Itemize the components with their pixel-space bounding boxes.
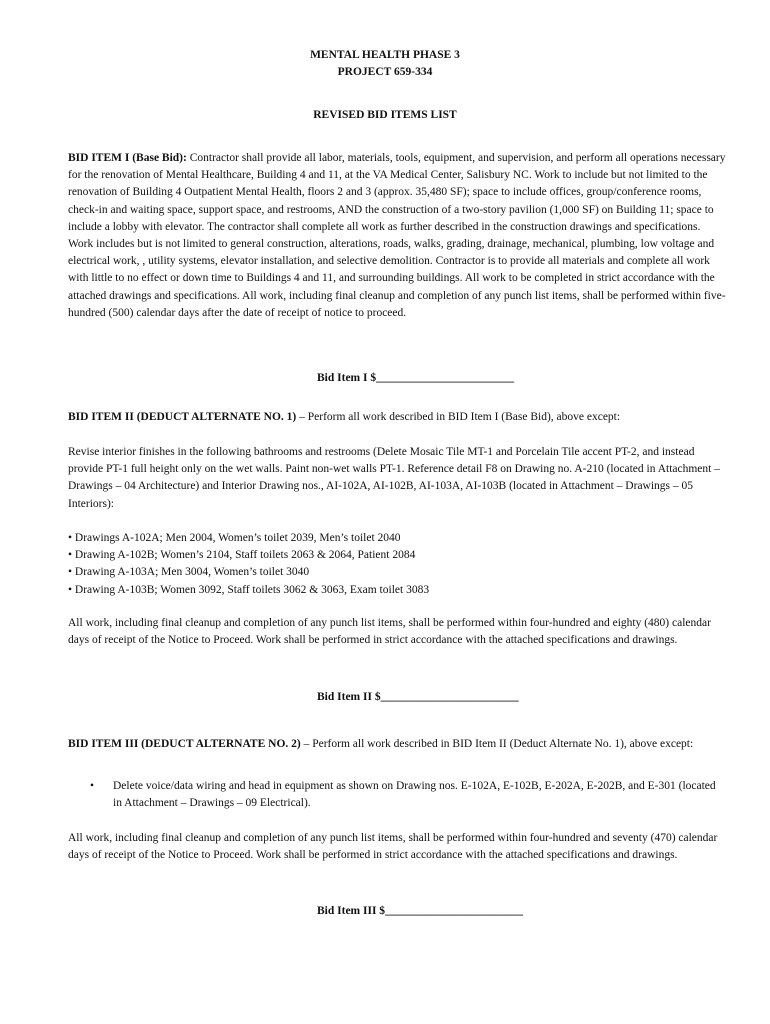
- bid-item-2-amount-line: Bid Item II $________________________: [317, 691, 519, 703]
- bid-item-1-amount-line: Bid Item I $________________________: [317, 372, 515, 384]
- list-item: • Drawing A-103A; Men 3004, Women’s toilet 3040: [68, 566, 310, 579]
- bid-item-3-amount-line: Bid Item III $________________________: [317, 905, 524, 917]
- document-subtitle: REVISED BID ITEMS LIST: [313, 109, 457, 121]
- bid-item-2-heading: [68, 409, 728, 426]
- bid-item-3-closing: All work, including final cleanup and completion of any punch list items, shall be performed within four-hundred and seventy (470) calendar days of receipt of the Notice to Proceed. Work shall be performed in strict accordance with the attached specifications and drawings.: [68, 832, 718, 862]
- document-title: MENTAL HEALTH PHASE 3: [310, 49, 460, 61]
- bid-item-3-label: BID ITEM III (DEDUCT ALTERNATE NO. 2): [68, 738, 301, 750]
- bid-item-3-bullet-text: Delete voice/data wiring and head in equipment as shown on Drawing nos. E-102A, E-102B, E-202A, E-202B, and E-301 (located in Attachment – Drawings – 09 Electrical).: [113, 780, 716, 810]
- bullet-dot: •: [90, 780, 95, 792]
- bid-item-3-intro: – Perform all work described in BID Item II (Deduct Alternate No. 1), above except:: [300, 738, 694, 750]
- bid-item-1-body: Contractor shall provide all labor, materials, tools, equipment, and supervision, and perform all operations necessary for the renovation of Mental Healthcare, Building 4 and 11, at the VA Medical Center, Salisbury NC. Work to include but not limited to the renovation of Building 4 Outpatient Mental Health, floors 2 and 3 (approx. 35,480 SF); space to include offices, group/conference rooms, check-in and waiting space, support space, and restrooms, AND the construction of a two-story pavilion (1,000 SF) on Building 11; space to include a lobby with elevator. The contractor shall complete all work as further described in the construction drawings and specifications. Work includes but is not limited to general construction, alterations, roads, walks, grading, drainage, mechanical, plumbing, low voltage and electrical work, , utility systems, elevator installation, and selective demolition. Contractor is to provide all materials and complete all work with little to no effect or down time to Buildings 4 and 11, and surrounding buildings. All work to be completed in strict accordance with the attached drawings and specifications. All work, including final cleanup and completion of any punch list items, shall be performed within five-hundred (500) calendar days after the date of receipt of notice to proceed.: [68, 152, 726, 319]
- project-number: PROJECT 659-334: [337, 66, 433, 78]
- bid-item-1-description: [68, 150, 728, 322]
- list-item: • Drawing A-103B; Women 3092, Staff toilets 3062 & 3063, Exam toilet 3083: [68, 583, 430, 596]
- bid-item-3-heading: [68, 736, 728, 753]
- bid-item-2-intro: – Perform all work described in BID Item I (Base Bid), above except:: [296, 411, 621, 423]
- bid-item-2-revise-text: Revise interior finishes in the following bathrooms and restrooms (Delete Mosaic Tile MT-1 and Porcelain Tile accent PT-2, and instead provide PT-1 full height only on the wet walls. Paint non-wet walls PT-1. Reference detail F8 on Drawing no. A-210 (located in Attachment – Drawings – 04 Architecture) and Interior Drawing nos., AI-102A, AI-102B, AI-103A, AI-103B (located in Attachment – Drawings – 05 Interiors):: [68, 446, 720, 510]
- bid-item-3-bullet: [90, 778, 720, 812]
- bid-item-1-label: BID ITEM I (Base Bid):: [68, 152, 187, 164]
- bid-item-2-drawing-list: [68, 530, 728, 599]
- list-item: • Drawings A-102A; Men 2004, Women’s toilet 2039, Men’s toilet 2040: [68, 532, 401, 544]
- bid-item-2-closing: All work, including final cleanup and completion of any punch list items, shall be performed within four-hundred and eighty (480) calendar days of receipt of the Notice to Proceed. Work shall be performed in strict accordance with the attached specifications and drawings.: [68, 617, 711, 647]
- bid-item-2-label: BID ITEM II (DEDUCT ALTERNATE NO. 1): [68, 411, 297, 423]
- list-item: • Drawing A-102B; Women’s 2104, Staff toilets 2063 & 2064, Patient 2084: [68, 549, 416, 562]
